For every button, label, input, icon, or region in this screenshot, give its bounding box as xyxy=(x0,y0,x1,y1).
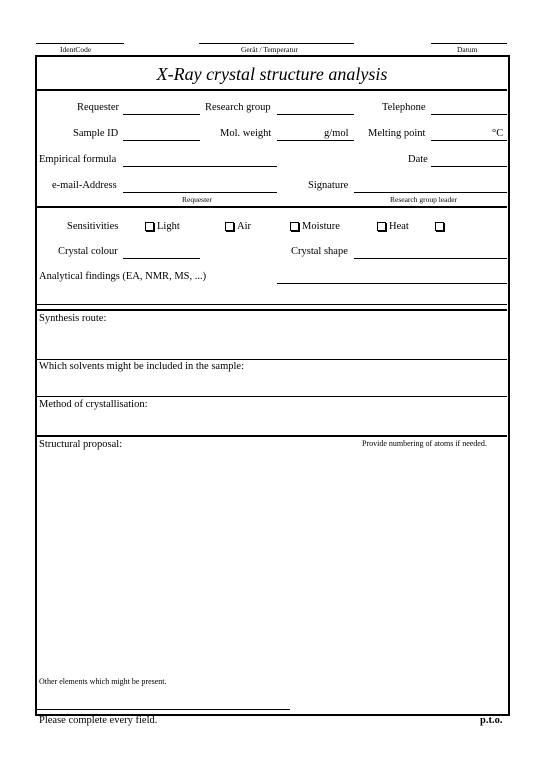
email-address-label: e-mail-Address xyxy=(52,180,117,191)
mol-weight-label: Mol. weight xyxy=(220,128,272,139)
light-checkbox[interactable] xyxy=(145,222,154,231)
telephone-field[interactable] xyxy=(431,114,507,115)
header-date-label: Datum xyxy=(457,45,478,54)
solvents-divider xyxy=(37,396,507,397)
moisture-checkbox[interactable] xyxy=(290,222,299,231)
synthesis-route-divider xyxy=(37,359,507,360)
section1-divider xyxy=(37,206,507,208)
empirical-formula-label: Empirical formula xyxy=(39,154,117,165)
melting-point-unit: °C xyxy=(492,128,504,139)
email-address-field[interactable] xyxy=(123,192,277,193)
analytical-findings-field-2[interactable] xyxy=(37,304,507,305)
signature-label: Signature xyxy=(308,180,349,191)
synthesis-route-label: Synthesis route: xyxy=(39,313,107,324)
section3-divider xyxy=(37,435,507,437)
solvents-label: Which solvents might be included in the sample: xyxy=(39,361,245,372)
telephone-label: Telephone xyxy=(382,102,426,113)
heat-checkbox[interactable] xyxy=(377,222,386,231)
crystal-shape-field[interactable] xyxy=(354,258,507,259)
title-divider xyxy=(37,89,507,91)
date-field[interactable] xyxy=(431,166,507,167)
mol-weight-field[interactable] xyxy=(277,140,354,141)
ident-code-label: IdentCode xyxy=(60,45,92,54)
heat-option-label: Heat xyxy=(389,221,409,232)
air-checkbox[interactable] xyxy=(225,222,234,231)
light-option-label: Light xyxy=(157,221,180,232)
numbering-note: Provide numbering of atoms if needed. xyxy=(362,439,487,448)
structural-proposal-label: Structural proposal: xyxy=(39,439,123,450)
other-elements-field[interactable] xyxy=(37,709,290,710)
crystal-shape-label: Crystal shape xyxy=(291,246,348,257)
moisture-option-label: Moisture xyxy=(302,221,340,232)
mol-weight-unit: g/mol xyxy=(324,128,349,139)
analytical-findings-field-1[interactable] xyxy=(277,283,507,284)
other-elements-label: Other elements which might be present. xyxy=(39,677,167,686)
pto-label: p.t.o. xyxy=(480,715,503,726)
research-group-leader-caption: Research group leader xyxy=(390,195,458,204)
section2-divider xyxy=(37,309,507,311)
sample-id-label: Sample ID xyxy=(73,128,119,139)
ident-code-line[interactable] xyxy=(36,43,124,44)
melting-point-field[interactable] xyxy=(431,140,507,141)
analytical-findings-label: Analytical findings (EA, NMR, MS, ...) xyxy=(39,271,207,282)
requester-caption: Requester xyxy=(182,195,212,204)
crystal-colour-label: Crystal colour xyxy=(58,246,118,257)
crystal-colour-field[interactable] xyxy=(123,258,200,259)
form-title: X-Ray crystal structure analysis xyxy=(156,64,388,84)
date-label: Date xyxy=(408,154,428,165)
device-temperature-line[interactable] xyxy=(199,43,354,44)
header-date-line[interactable] xyxy=(431,43,507,44)
research-group-label: Research group xyxy=(205,102,271,113)
device-temperature-label: Gerät / Temperatur xyxy=(241,45,298,54)
sample-id-field[interactable] xyxy=(123,140,200,141)
air-option-label: Air xyxy=(237,221,251,232)
melting-point-label: Melting point xyxy=(368,128,426,139)
signature-field[interactable] xyxy=(354,192,507,193)
requester-label: Requester xyxy=(77,102,119,113)
other-sensitivity-checkbox[interactable] xyxy=(435,222,444,231)
research-group-field[interactable] xyxy=(277,114,354,115)
structural-proposal-area[interactable] xyxy=(37,452,507,674)
sensitivities-label: Sensitivities xyxy=(67,221,119,232)
empirical-formula-field[interactable] xyxy=(123,166,277,167)
requester-field[interactable] xyxy=(123,114,200,115)
footer-instruction: Please complete every field. xyxy=(39,715,158,726)
crystallisation-method-label: Method of crystallisation: xyxy=(39,399,148,410)
